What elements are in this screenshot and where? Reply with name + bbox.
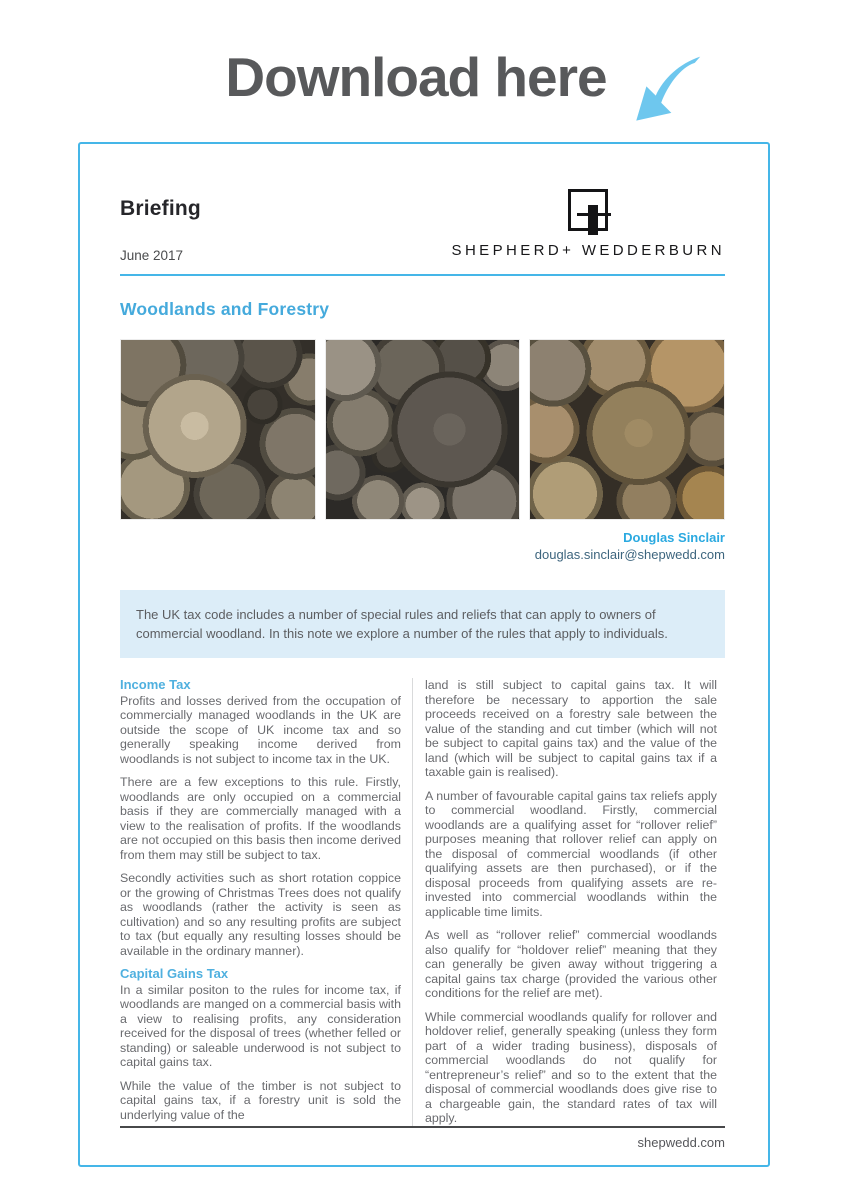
summary-callout: The UK tax code includes a number of special rules and reliefs that can apply to owners of commercial woodland. In this note we explore a number of the rules that apply to individuals.	[120, 590, 725, 658]
paragraph: In a similar positon to the rules for income tax, if woodlands are manged on a commercial basis with a view to realising profits, any consideration received for the disposal of trees (whether felled or standing) or saleable underwood is not subject to capital gains tax.	[120, 982, 401, 1069]
header-divider	[120, 274, 725, 276]
stacked-log-ends-photo-2	[325, 339, 521, 520]
article-columns	[120, 678, 725, 1126]
shepherd-wedderburn-logo	[452, 189, 725, 259]
document-header	[120, 189, 725, 263]
paragraph: land is still subject to capital gains tax. It will therefore be necessary to apportion the sale proceeds received on a forestry sale between the value of the standing and cut timber (which will not be subject to capital gains tax) and the value of the land (which will be subject to capital gains tax if a taxable gain is realised).	[425, 678, 717, 779]
paragraph: Profits and losses derived from the occupation of commercially managed woodlands in the UK are outside the scope of UK income tax and so generally speaking income derived from woodlands is not subject to income tax in the UK.	[120, 693, 401, 766]
footer-divider	[120, 1126, 725, 1128]
author-name: Douglas Sinclair	[623, 530, 725, 545]
paragraph: As well as “rollover relief” commercial woodlands also qualify for “holdover relief” meaning that they can generally be given away without triggering a capital gains tax charge (provided the various other conditions for the relief are met).	[425, 928, 717, 1000]
curved-arrow-down-left-icon	[623, 48, 701, 134]
section-heading-capital-gains-tax: Capital Gains Tax	[120, 966, 229, 981]
stacked-log-ends-photo-3	[529, 339, 725, 520]
paragraph: A number of favourable capital gains tax reliefs apply to commercial woodland. Firstly, commercial woodlands are a qualifying asset for “rollover relief” purposes meaning that rollover relief can apply on the disposal of commercial woodlands (if other qualifying assets are then purchased), or if the disposal proceeds from qualifying assets are re-invested into commercial woodlands within the applicable time limits.	[425, 788, 717, 919]
paragraph: There are a few exceptions to this rule. Firstly, woodlands are only occupied on a commercial basis if they are commercially managed with a view to the realisation of profits. If the woodlands are not occupied on this basis then income derived from them may still be subject to tax.	[120, 775, 401, 862]
download-banner	[0, 46, 848, 134]
briefing-document[interactable]	[78, 142, 770, 1167]
document-title-block	[120, 189, 201, 263]
paragraph: While commercial woodlands qualify for rollover and holdover relief, generally speaking (unless they form part of a wider trading business), disposals of commercial woodlands do not qualify for “entrepreneur’s relief” and so to the extent that the disposal of commercial woodlands does give rise to a chargeable gain, the standard rates of tax will apply.	[425, 1009, 717, 1125]
article-heading: Woodlands and Forestry	[120, 299, 330, 319]
document-date: June 2017	[120, 248, 184, 263]
paragraph: Secondly activities such as short rotation coppice or the growing of Christmas Trees does not qualify as woodlands (rather the activity is seen as cultivation) and so any resulting profits are subject to tax (but equally any resulting losses should be available in the ordinary manner).	[120, 871, 401, 958]
author-email-link[interactable]: douglas.sinclair@shepwedd.com	[534, 547, 725, 562]
stacked-log-ends-photo-1	[120, 339, 316, 520]
section-heading-income-tax: Income Tax	[120, 677, 191, 692]
paragraph: While the value of the timber is not subject to capital gains tax, if a forestry unit is sold the underlying value of the	[120, 1078, 401, 1122]
website-link[interactable]: shepwedd.com	[637, 1134, 725, 1150]
photo-row	[120, 339, 725, 520]
download-here-label: Download here	[225, 46, 607, 108]
left-column	[120, 678, 412, 1126]
author-block	[120, 529, 725, 563]
right-column	[412, 678, 717, 1126]
shepherd-wedderburn-logo-icon	[568, 189, 608, 231]
shepherd-wedderburn-wordmark: SHEPHERD+ WEDDERBURN	[451, 242, 725, 259]
document-footer	[120, 1126, 725, 1150]
document-title: Briefing	[120, 197, 201, 220]
